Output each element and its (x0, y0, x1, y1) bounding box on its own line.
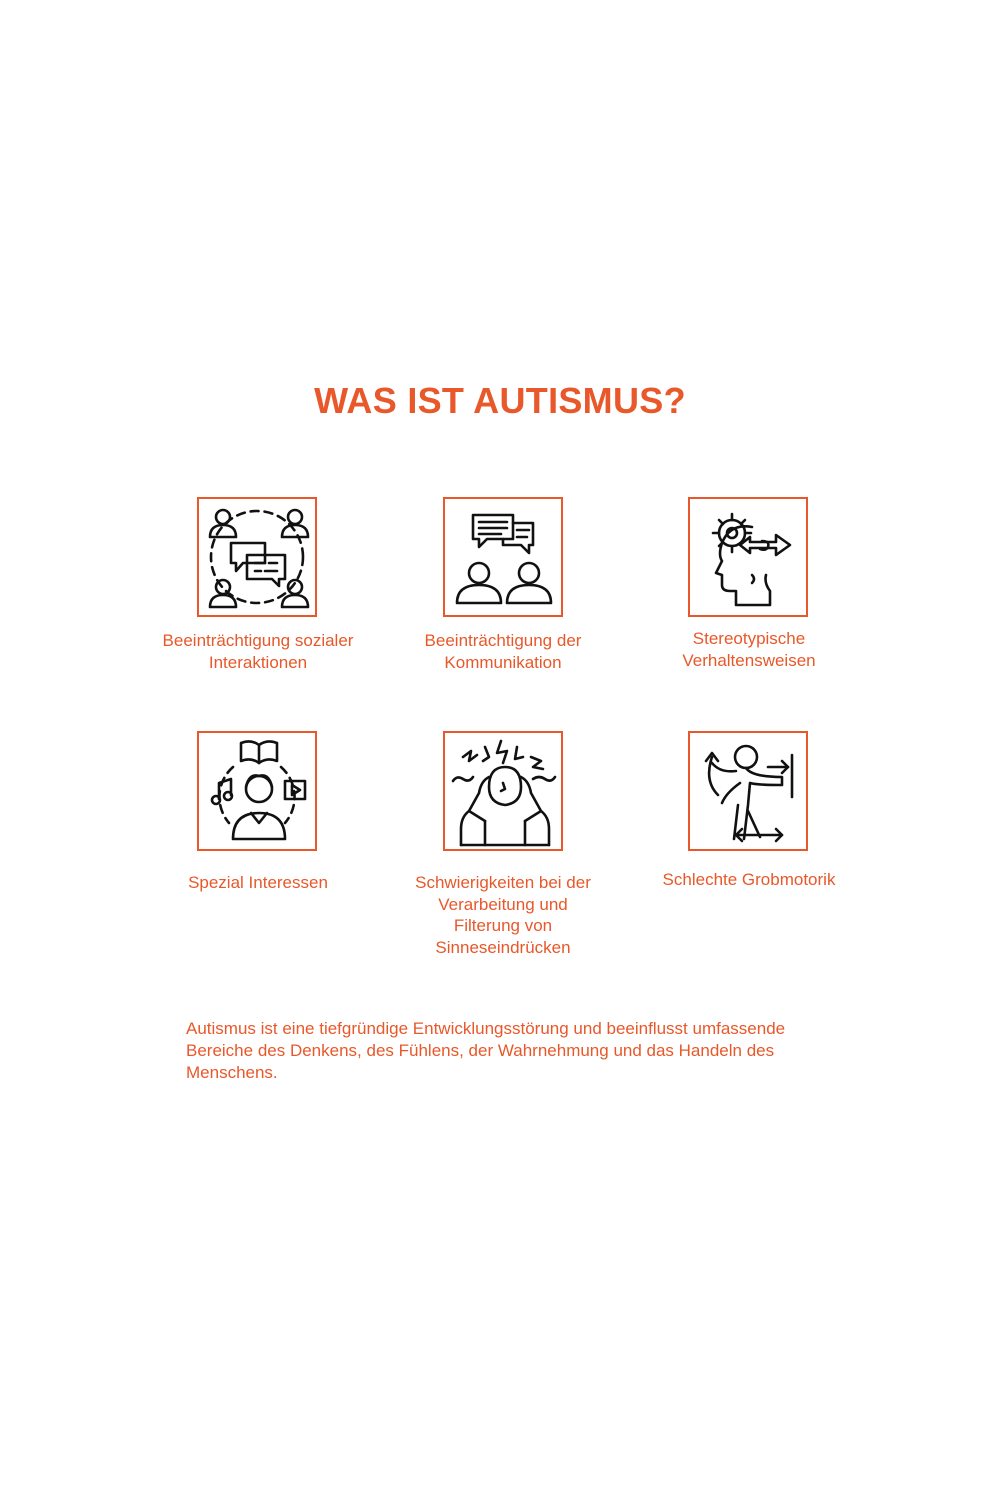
sensory-overload-icon (443, 731, 563, 851)
head-gear-arrows-icon (688, 497, 808, 617)
item-label-communication: Beeinträchtigung der Kommunikation (424, 631, 582, 672)
item-label-special-interests: Spezial Interessen (188, 873, 328, 892)
special-interests-icon (197, 731, 317, 851)
page-title: WAS IST AUTISMUS? (314, 380, 686, 421)
item-label-gross-motor: Schlechte Grobmotorik (662, 870, 836, 889)
item-label-social: Beeinträchtigung sozialer Interaktionen (162, 631, 354, 672)
social-interaction-icon (197, 497, 317, 617)
item-label-sensory: Schwierigkeiten bei der Verarbeitung und Filterung von Sinneseindrücken (415, 873, 591, 957)
communication-icon (443, 497, 563, 617)
gross-motor-icon (688, 731, 808, 851)
item-label-stereotypic: Stereotypische Verhaltensweisen (682, 629, 816, 670)
description-paragraph: Autismus ist eine tiefgründige Entwicklungsstörung und beeinflusst umfassende Bereiche des Denkens, des Fühlens, der Wahrnehmung und das Handeln des Menschens. (186, 1019, 786, 1082)
